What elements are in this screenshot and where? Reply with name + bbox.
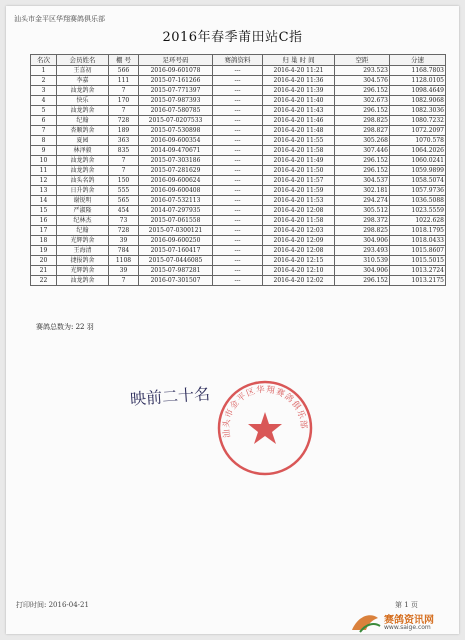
table-cell: 王海清 bbox=[57, 246, 109, 256]
table-cell: 7 bbox=[109, 86, 139, 96]
table-row bbox=[31, 236, 446, 246]
table-cell: 302.673 bbox=[335, 96, 390, 106]
table-cell: 2015-07-987281 bbox=[139, 266, 213, 276]
table-cell: 1060.0241 bbox=[390, 156, 446, 166]
table-row bbox=[31, 186, 446, 196]
table-cell: 22 bbox=[31, 276, 57, 286]
table-cell: 2015-07-281629 bbox=[139, 166, 213, 176]
table-cell: 454 bbox=[109, 206, 139, 216]
table-cell: 夏园 bbox=[57, 136, 109, 146]
table-row bbox=[31, 226, 446, 236]
document-title: 2016年春季莆田站C指 bbox=[162, 30, 303, 45]
table-cell: 2016-4-20 11:46 bbox=[263, 116, 335, 126]
table-cell: 1168.7803 bbox=[390, 66, 446, 76]
table-cell: 2016-4-20 11:49 bbox=[263, 156, 335, 166]
table-cell: --- bbox=[213, 166, 263, 176]
table-cell: 2016-4-20 11:39 bbox=[263, 86, 335, 96]
table-cell: 1082.3036 bbox=[390, 106, 446, 116]
table-cell: 严淑隆 bbox=[57, 206, 109, 216]
table-cell: 光辉鸽舍 bbox=[57, 266, 109, 276]
table-cell: 6 bbox=[31, 116, 57, 126]
table-cell: 310.539 bbox=[335, 256, 390, 266]
table-cell: 2015-07-160417 bbox=[139, 246, 213, 256]
table-row bbox=[31, 246, 446, 256]
table-cell: --- bbox=[213, 186, 263, 196]
total-pigeons-summary: 赛鸽总数为: 22 羽 bbox=[36, 323, 94, 331]
table-cell: 1059.9899 bbox=[390, 166, 446, 176]
table-cell: --- bbox=[213, 276, 263, 286]
table-row bbox=[31, 176, 446, 186]
table-cell: 2016-07-580785 bbox=[139, 106, 213, 116]
table-cell: 2016-09-600354 bbox=[139, 136, 213, 146]
table-row bbox=[31, 76, 446, 86]
table-header-row bbox=[31, 55, 446, 66]
table-cell: 2016-4-20 11:50 bbox=[263, 166, 335, 176]
table-cell: 1 bbox=[31, 66, 57, 76]
table-row bbox=[31, 126, 446, 136]
table-cell: 2016-09-601078 bbox=[139, 66, 213, 76]
table-cell: --- bbox=[213, 156, 263, 166]
table-cell: 汕龙鸽舍 bbox=[57, 166, 109, 176]
table-cell: 1108 bbox=[109, 256, 139, 266]
table-row bbox=[31, 116, 446, 126]
table-cell: 光辉鸽舍 bbox=[57, 236, 109, 246]
table-cell: 纪林杰 bbox=[57, 216, 109, 226]
table-cell: 728 bbox=[109, 226, 139, 236]
table-cell: 11 bbox=[31, 166, 57, 176]
table-cell: 1036.5088 bbox=[390, 196, 446, 206]
table-cell: --- bbox=[213, 266, 263, 276]
table-cell: 1064.2026 bbox=[390, 146, 446, 156]
table-cell: 1013.2175 bbox=[390, 276, 446, 286]
club-header: 汕头市金平区华翔赛鸽俱乐部 bbox=[14, 15, 105, 23]
table-cell: 9 bbox=[31, 146, 57, 156]
table-cell: 2016-09-600250 bbox=[139, 236, 213, 246]
table-cell: --- bbox=[213, 126, 263, 136]
table-cell: 李嘉 bbox=[57, 76, 109, 86]
table-cell: 566 bbox=[109, 66, 139, 76]
table-cell: 39 bbox=[109, 266, 139, 276]
table-cell: 1015.8607 bbox=[390, 246, 446, 256]
table-cell: 2015-07-161266 bbox=[139, 76, 213, 86]
table-cell: 304.537 bbox=[335, 176, 390, 186]
table-row bbox=[31, 86, 446, 96]
table-row bbox=[31, 146, 446, 156]
table-cell: 18 bbox=[31, 236, 57, 246]
table-cell: 1013.2724 bbox=[390, 266, 446, 276]
table-cell: 2014-07-297935 bbox=[139, 206, 213, 216]
table-cell: 2014-09-470671 bbox=[139, 146, 213, 156]
table-cell: 304.576 bbox=[335, 76, 390, 86]
table-cell: 王喜初 bbox=[57, 66, 109, 76]
table-cell: 2016-4-20 11:43 bbox=[263, 106, 335, 116]
table-cell: 2016-4-20 12:15 bbox=[263, 256, 335, 266]
table-cell: 565 bbox=[109, 196, 139, 206]
table-cell: 10 bbox=[31, 156, 57, 166]
table-cell: 日升鸽舍 bbox=[57, 186, 109, 196]
table-cell: 1018.1795 bbox=[390, 226, 446, 236]
table-cell: 296.152 bbox=[335, 106, 390, 116]
table-row bbox=[31, 106, 446, 116]
table-cell: 快乐 bbox=[57, 96, 109, 106]
table-cell: 784 bbox=[109, 246, 139, 256]
table-cell: 8 bbox=[31, 136, 57, 146]
table-cell: 2015-07-987393 bbox=[139, 96, 213, 106]
table-cell: 14 bbox=[31, 196, 57, 206]
table-cell: 1098.4649 bbox=[390, 86, 446, 96]
table-cell: 2016-4-20 12:03 bbox=[263, 226, 335, 236]
table-cell: 纪翰 bbox=[57, 116, 109, 126]
table-cell: 2015-07-0207533 bbox=[139, 116, 213, 126]
table-cell: 汕龙鸽舍 bbox=[57, 276, 109, 286]
table-cell: 294.274 bbox=[335, 196, 390, 206]
table-cell: --- bbox=[213, 146, 263, 156]
table-cell: 2016-09-600408 bbox=[139, 186, 213, 196]
table-row bbox=[31, 266, 446, 276]
table-row bbox=[31, 256, 446, 266]
table-cell: 2016-09-600624 bbox=[139, 176, 213, 186]
table-cell: 2016-07-532113 bbox=[139, 196, 213, 206]
table-cell: 298.825 bbox=[335, 116, 390, 126]
table-cell: 1022.628 bbox=[390, 216, 446, 226]
table-row bbox=[31, 156, 446, 166]
table-cell: --- bbox=[213, 176, 263, 186]
table-cell: 1057.9736 bbox=[390, 186, 446, 196]
column-header: 名次 bbox=[31, 55, 57, 66]
table-cell: 307.446 bbox=[335, 146, 390, 156]
column-header: 分速 bbox=[390, 55, 446, 66]
table-cell: 1072.2097 bbox=[390, 126, 446, 136]
table-cell: 111 bbox=[109, 76, 139, 86]
table-cell: 2016-4-20 11:21 bbox=[263, 66, 335, 76]
table-cell: 170 bbox=[109, 96, 139, 106]
table-cell: 296.152 bbox=[335, 276, 390, 286]
table-cell: 304.906 bbox=[335, 236, 390, 246]
table-row bbox=[31, 196, 446, 206]
table-cell: 1015.5015 bbox=[390, 256, 446, 266]
table-row bbox=[31, 206, 446, 216]
table-cell: 2016-4-20 11:55 bbox=[263, 136, 335, 146]
table-cell: 林泽毅 bbox=[57, 146, 109, 156]
table-cell: 16 bbox=[31, 216, 57, 226]
column-header: 会员姓名 bbox=[57, 55, 109, 66]
table-cell: 2016-4-20 12:08 bbox=[263, 246, 335, 256]
table-cell: 2016-4-20 11:48 bbox=[263, 126, 335, 136]
column-header: 足环号码 bbox=[139, 55, 213, 66]
table-cell: 2016-4-20 11:36 bbox=[263, 76, 335, 86]
table-cell: 12 bbox=[31, 176, 57, 186]
table-cell: 2016-4-20 11:59 bbox=[263, 186, 335, 196]
svg-text:汕头市金平区华翔赛鸽俱乐部: 汕头市金平区华翔赛鸽俱乐部 bbox=[221, 384, 309, 439]
table-cell: 汕头名鸽 bbox=[57, 176, 109, 186]
table-cell: 2016-4-20 11:57 bbox=[263, 176, 335, 186]
table-body bbox=[31, 66, 446, 286]
table-cell: 2016-4-20 12:09 bbox=[263, 236, 335, 246]
table-cell: 2015-07-061558 bbox=[139, 216, 213, 226]
table-cell: 2016-4-20 11:58 bbox=[263, 216, 335, 226]
table-cell: 302.181 bbox=[335, 186, 390, 196]
column-header: 赛鸽资料 bbox=[213, 55, 263, 66]
table-cell: 304.906 bbox=[335, 266, 390, 276]
table-cell: 2016-4-20 11:58 bbox=[263, 146, 335, 156]
table-cell: 7 bbox=[109, 156, 139, 166]
table-cell: 2015-07-771397 bbox=[139, 86, 213, 96]
table-row bbox=[31, 166, 446, 176]
printed-time: 打印时间: 2016-04-21 bbox=[16, 601, 89, 609]
table-cell: --- bbox=[213, 76, 263, 86]
table-cell: 296.152 bbox=[335, 156, 390, 166]
table-cell: 1058.5074 bbox=[390, 176, 446, 186]
table-cell: 2016-4-20 12:10 bbox=[263, 266, 335, 276]
table-cell: 汕龙鸽舍 bbox=[57, 86, 109, 96]
table-cell: 15 bbox=[31, 206, 57, 216]
table-cell: 296.152 bbox=[335, 166, 390, 176]
table-cell: 2015-07-530898 bbox=[139, 126, 213, 136]
table-cell: 1070.578 bbox=[390, 136, 446, 146]
column-header: 空距 bbox=[335, 55, 390, 66]
table-cell: 20 bbox=[31, 256, 57, 266]
table-cell: --- bbox=[213, 206, 263, 216]
table-cell: 7 bbox=[109, 276, 139, 286]
table-row bbox=[31, 66, 446, 76]
table-cell: 298.372 bbox=[335, 216, 390, 226]
table-cell: 2015-07-303186 bbox=[139, 156, 213, 166]
table-cell: 363 bbox=[109, 136, 139, 146]
table-cell: 296.152 bbox=[335, 86, 390, 96]
table-cell: 73 bbox=[109, 216, 139, 226]
results-table bbox=[30, 54, 446, 286]
table-cell: --- bbox=[213, 226, 263, 236]
table-cell: 1080.7232 bbox=[390, 116, 446, 126]
table-row bbox=[31, 136, 446, 146]
table-row bbox=[31, 276, 446, 286]
table-cell: 2016-07-301507 bbox=[139, 276, 213, 286]
table-cell: 7 bbox=[109, 166, 139, 176]
table-cell: --- bbox=[213, 136, 263, 146]
table-cell: 汕龙鸽舍 bbox=[57, 106, 109, 116]
table-cell: 305.512 bbox=[335, 206, 390, 216]
table-cell: 21 bbox=[31, 266, 57, 276]
table-cell: 1082.9068 bbox=[390, 96, 446, 106]
table-cell: 纪翰 bbox=[57, 226, 109, 236]
table-cell: --- bbox=[213, 256, 263, 266]
table-cell: 13 bbox=[31, 186, 57, 196]
table-cell: 1128.0105 bbox=[390, 76, 446, 86]
table-cell: 17 bbox=[31, 226, 57, 236]
table-cell: --- bbox=[213, 106, 263, 116]
table-cell: --- bbox=[213, 116, 263, 126]
table-cell: --- bbox=[213, 66, 263, 76]
table-cell: 1018.0433 bbox=[390, 236, 446, 246]
table-cell: 2016-4-20 11:40 bbox=[263, 96, 335, 106]
table-cell: 2015-07-0300121 bbox=[139, 226, 213, 236]
table-cell: --- bbox=[213, 236, 263, 246]
table-cell: 293.523 bbox=[335, 66, 390, 76]
page-number: 第 1 页 bbox=[395, 601, 418, 609]
table-cell: 305.268 bbox=[335, 136, 390, 146]
table-cell: 5 bbox=[31, 106, 57, 116]
table-cell: 555 bbox=[109, 186, 139, 196]
handwritten-note: 映前二十名 bbox=[129, 384, 211, 409]
table-cell: 2016-4-20 12:02 bbox=[263, 276, 335, 286]
table-cell: --- bbox=[213, 96, 263, 106]
table-cell: 杏顺鸽舍 bbox=[57, 126, 109, 136]
table-cell: 汕龙鸽舍 bbox=[57, 156, 109, 166]
table-cell: 7 bbox=[31, 126, 57, 136]
table-cell: 捷报鸽舍 bbox=[57, 256, 109, 266]
table-cell: 2 bbox=[31, 76, 57, 86]
table-cell: --- bbox=[213, 216, 263, 226]
table-cell: 150 bbox=[109, 176, 139, 186]
table-cell: 2015-07-0446085 bbox=[139, 256, 213, 266]
table-cell: 39 bbox=[109, 236, 139, 246]
table-cell: 1023.5559 bbox=[390, 206, 446, 216]
table-cell: 3 bbox=[31, 86, 57, 96]
table-cell: 298.827 bbox=[335, 126, 390, 136]
column-header: 棚 号 bbox=[109, 55, 139, 66]
table-cell: 728 bbox=[109, 116, 139, 126]
table-row bbox=[31, 216, 446, 226]
table-cell: 7 bbox=[109, 106, 139, 116]
table-cell: 189 bbox=[109, 126, 139, 136]
table-cell: 谢锐明 bbox=[57, 196, 109, 206]
table-cell: 298.825 bbox=[335, 226, 390, 236]
table-cell: 2016-4-20 11:53 bbox=[263, 196, 335, 206]
table-cell: 4 bbox=[31, 96, 57, 106]
table-cell: 293.493 bbox=[335, 246, 390, 256]
table-cell: --- bbox=[213, 196, 263, 206]
watermark-url: www.saige.com bbox=[384, 624, 431, 631]
table-cell: --- bbox=[213, 86, 263, 96]
table-cell: 2016-4-20 12:08 bbox=[263, 206, 335, 216]
table-cell: --- bbox=[213, 246, 263, 256]
column-header: 归 巢 时 间 bbox=[263, 55, 335, 66]
table-row bbox=[31, 96, 446, 106]
table-cell: 19 bbox=[31, 246, 57, 256]
table-cell: 835 bbox=[109, 146, 139, 156]
watermark-site-name: 赛鸽资讯网 bbox=[384, 615, 434, 626]
club-seal-stamp bbox=[215, 378, 315, 478]
